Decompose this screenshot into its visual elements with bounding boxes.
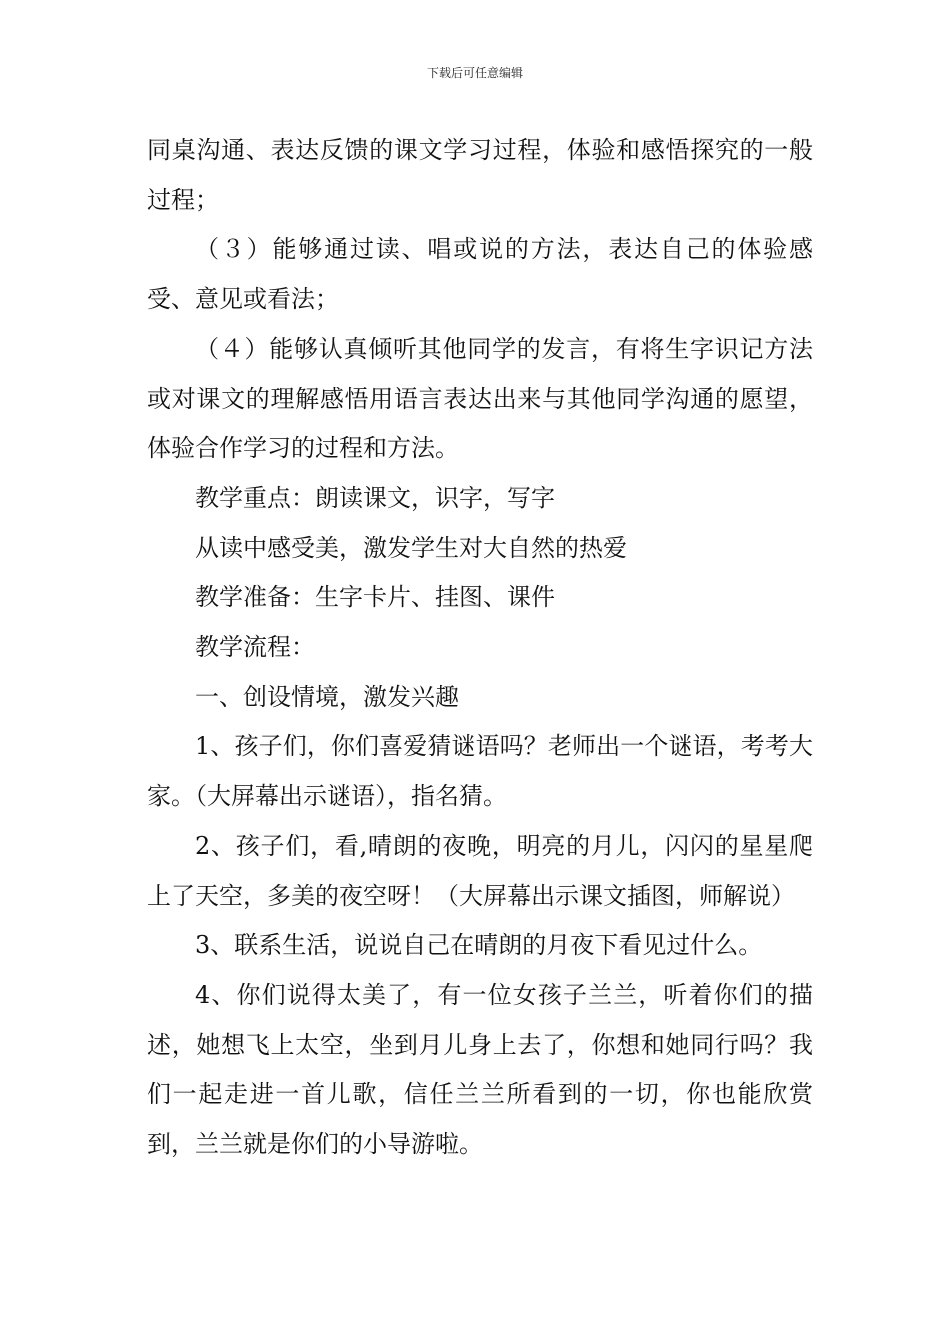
paragraph-teaching-focus: 教学重点：朗读课文，识字，写字 xyxy=(195,483,555,512)
paragraph-step-4: 4、你们说得太美了，有一位女孩子兰兰，听着你们的描述，她想飞上太空，坐到月儿身上去了，你想和她同行吗？我们一起走进一首儿歌，信任兰兰所看到的一切，你也能欣赏到，兰兰就是你们的小导游啦。 xyxy=(147,980,813,1159)
paragraph-process-continuation: 同桌沟通、表达反馈的课文学习过程，体验和感悟探究的一般过程； xyxy=(147,136,813,214)
section-heading-1: 一、创设情境，激发兴趣 xyxy=(195,682,459,711)
paragraph-objective-4: （４）能够认真倾听其他同学的发言，有将生字识记方法或对课文的理解感悟用语言表达出来与其他同学沟通的愿望，体验合作学习的过程和方法。 xyxy=(147,334,813,463)
paragraph-step-3: 3、联系生活，说说自己在晴朗的月夜下看见过什么。 xyxy=(195,931,763,960)
paragraph-teaching-preparation: 教学准备：生字卡片、挂图、课件 xyxy=(195,583,555,612)
paragraph-step-2: 2、孩子们，看,晴朗的夜晚，明亮的月儿，闪闪的星星爬上了天空，多美的夜空呀！（大屏幕出示课文插图，师解说） xyxy=(147,831,813,910)
paragraph-step-1: 1、孩子们，你们喜爱猜谜语吗？老师出一个谜语，考考大家。（大屏幕出示谜语），指名猜。 xyxy=(147,732,813,811)
paragraph-objective-3: （３）能够通过读、唱或说的方法，表达自己的体验感受、意见或看法； xyxy=(147,235,813,314)
document-body xyxy=(147,126,813,1170)
page-header-note: 下载后可任意编辑 xyxy=(426,66,523,80)
paragraph-teaching-focus-2: 从读中感受美，激发学生对大自然的热爱 xyxy=(195,533,627,562)
paragraph-teaching-procedure: 教学流程： xyxy=(195,633,315,662)
